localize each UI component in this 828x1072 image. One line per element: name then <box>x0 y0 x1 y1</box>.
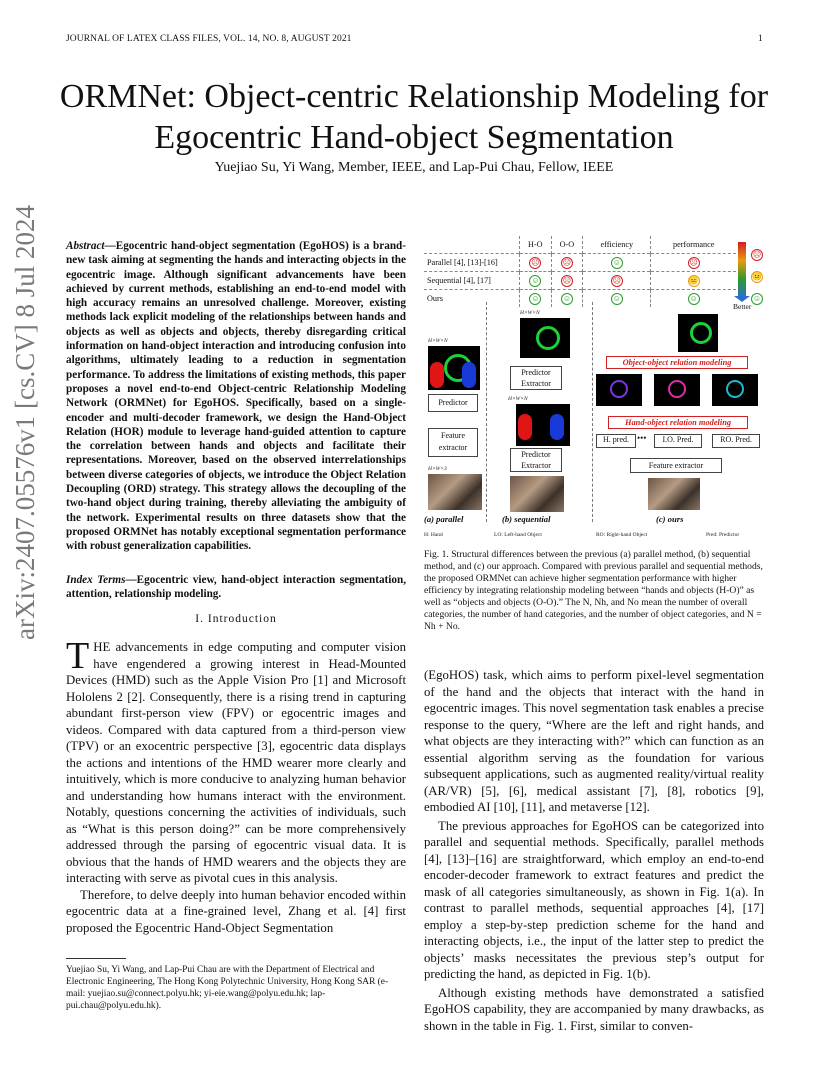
io-pred-box: I.O. Pred. <box>654 434 702 448</box>
running-header: JOURNAL OF LATEX CLASS FILES, VOL. 14, NO. 8, AUGUST 2021 <box>66 34 352 44</box>
dim-label: H×W×N <box>508 396 528 402</box>
ro-pred-box: RO. Pred. <box>712 434 760 448</box>
paper-title: ORMNet: Object-centric Relationship Modeling for Egocentric Hand-object Segmentation <box>59 78 769 156</box>
happy-face-icon: ☺ <box>689 293 698 303</box>
legend-right-object: RO: Right-hand Object <box>596 532 648 538</box>
row-label-parallel: Parallel [4], [13]-[16] <box>424 254 520 272</box>
row-label-sequential: Sequential [4], [17] <box>424 272 520 290</box>
panel-divider <box>592 302 593 522</box>
happy-face-icon: ☺ <box>612 293 621 303</box>
hand-mask-image <box>516 404 570 446</box>
combined-mask-image <box>678 314 718 352</box>
dim-label: H×W×N <box>520 310 540 316</box>
happy-face-icon: ☺ <box>531 275 540 285</box>
figure-1 <box>424 236 764 544</box>
page-number: 1 <box>758 34 763 44</box>
intro-left-column <box>66 635 406 936</box>
figure-caption: Fig. 1. Structural differences between the previous (a) parallel method, (b) sequential method, and (c) our approach. Compared with previous parallel and sequential methods, the proposed ORMNet can achieve higher segmentation performance with higher efficiency by integrating relationship modeling between “hands and objects (H-O)” as well as “objects and objects (O-O).” The N, Nh, and No mean the number of overall categories, the number of hand categories, and the number of object categories, and N = Nh + No. <box>424 549 763 632</box>
abstract-text: —Egocentric hand-object segmentation (EgoHOS) is a brand-new task aiming at segmenting the hands and interacting objects in the egocentric image. Although significant advancements have been achieved by current methods, establishing an end-to-end model with high accuracy remains an unresolved challenge. Moreover, existing methods lack explicit modeling of the relationships between hands and objects as well as objects and objects, thereby disregarding critical information on hand-object interaction and introducing confusion into algorithms, ultimately leading to a reduction in segmentation performance. To address the limitations of existing methods, this paper proposes a novel end-to-end Object-centric Relationship Modeling Network (ORMNet) for EgoHOS. Specifically, based on a single-encoder and multi-decoder framework, we design the Hand-Object Relation (HOR) module to leverage hand-guided attention to capture the correlation between hands and objects and facilitate their representations. Moreover, based on the observed interrelationships between diverse categories of objects, we introduce the Object Relation Decoupling (ORD) strategy. This strategy allows the decoupling of the two-hand object during training, thereby alleviating the ambiguity of the network. Experimental results on three datasets show that the proposed ORMNet has notably exceptional segmentation performance with robust generalization capabilities. <box>66 240 406 553</box>
panel-divider <box>486 302 487 522</box>
intro-right-column <box>424 667 764 1034</box>
better-gradient-arrow-icon <box>738 242 746 298</box>
happy-face-icon: ☺ <box>531 293 540 303</box>
subfig-c-label: (c) ours <box>656 514 684 524</box>
sad-face-icon: ☹ <box>752 250 762 259</box>
input-photo <box>648 478 700 510</box>
sad-face-icon: ☹ <box>531 257 540 267</box>
object-mask-image <box>520 318 570 358</box>
sad-face-icon: ☹ <box>562 275 572 285</box>
predictor-box-a: Predictor <box>428 394 478 412</box>
legend-left-object: LO: Left-hand Object <box>494 532 542 538</box>
arxiv-stamp: arXiv:2407.05576v1 [cs.CV] 8 Jul 2024 <box>10 205 40 640</box>
abstract-label: Abstract <box>66 240 105 252</box>
footnote-rule <box>66 958 126 959</box>
subfig-a-label: (a) parallel <box>424 514 464 524</box>
row-label-ours: Ours <box>424 290 520 308</box>
section-heading: I. Introduction <box>195 613 277 625</box>
drop-cap: T <box>66 635 90 677</box>
footnote: Yuejiao Su, Yi Wang, and Lap-Pui Chau are with the Department of Electrical and Electronic Engineering, The Hong Kong Polytechnic University, Hong Kong SAR (e-mail: yuejiao.su@connect.polyu.hk; yi-eie.wang@polyu.edu.hk; lap-pui.chau@polyu.edu.hk). <box>66 965 389 1011</box>
better-label: Better <box>733 302 752 311</box>
col-header-efficiency: efficiency <box>583 236 651 254</box>
sad-face-icon: ☹ <box>612 275 621 285</box>
intro-paragraph-1 <box>66 635 406 887</box>
neutral-face-icon: 😐 <box>752 272 762 281</box>
sad-face-icon: ☹ <box>562 257 572 267</box>
predictor-extractor-box-1: Predictor Extractor <box>510 366 562 390</box>
hand-pred-box: H. pred. <box>596 434 636 448</box>
abstract <box>66 239 406 554</box>
sad-face-icon: ☹ <box>689 257 698 267</box>
mask-output-image <box>428 346 480 390</box>
ellipsis-dots: ••• <box>637 433 647 443</box>
col-header-oo: O-O <box>551 236 583 254</box>
mask-image <box>654 374 700 406</box>
input-photo <box>428 474 482 510</box>
table-corner <box>424 236 520 254</box>
right-paragraph-2: The previous approaches for EgoHOS can be categorized into parallel and sequential methods. Specifically, parallel methods [4], [13]–[16] are straightforward, which employ an end-to-end encoder-decoder framework to extract features and predict the mask of all categories simultaneously, as shown in Fig. 1(a). In contrast to parallel methods, sequential approaches [4], [17] employ a step-by-step prediction scheme for the hand and interacting objects, i.e., the input of the latter step to predict the objects’ masks necessitates the previous step’s output for predicting the hand, as depicted in Fig. 1(b). <box>424 818 764 981</box>
index-terms-text: —Egocentric view, hand-object interaction segmentation, attention, relationship modeling. <box>66 574 406 601</box>
col-header-performance: performance <box>651 236 736 254</box>
comparison-table <box>424 236 736 307</box>
table-row <box>424 254 736 272</box>
legend-hand: H: Hand <box>424 532 443 538</box>
author-line: Yuejiao Su, Yi Wang, Member, IEEE, and Lap-Pui Chau, Fellow, IEEE <box>214 160 614 175</box>
col-header-ho: H-O <box>520 236 552 254</box>
object-object-relation-label: Object-object relation modeling <box>606 356 748 369</box>
right-paragraph-3: Although existing methods have demonstrated a satisfied EgoHOS capability, they are accompanied by many drawbacks, as shown in the table in Fig. 1. First, similar to conven- <box>424 985 764 1033</box>
right-paragraph-1: (EgoHOS) task, which aims to perform pixel-level segmentation of the hand and the objects that interact with the hand in egocentric images. This novel segmentation task enables a precise response to the query, “Where are the left and right hands, and what objects are they interacting with?” which can function as an essential algorithm serving as the foundation for various subsequent applications, such as augmented reality/virtual reality (AR/VR) [5], [6], medical assistant [7], [8], robotics [9], embodied AI [10], [11], and metaverse [12]. <box>424 668 764 814</box>
mask-image <box>712 374 758 406</box>
intro-paragraph-2: Therefore, to delve deeply into human behavior encoded within egocentric data at a fine-grained level, Zhang et al. [4] first proposed the Egocentric Hand-Object Segmentation <box>66 887 406 935</box>
table-row <box>424 272 736 290</box>
subfig-b-label: (b) sequential <box>502 514 551 524</box>
input-photo <box>510 476 564 512</box>
hand-object-relation-label: Hand-object relation modeling <box>608 416 748 429</box>
neutral-face-icon: 😐 <box>688 275 699 285</box>
dim-label: H×W×N <box>428 338 448 344</box>
mask-image <box>596 374 642 406</box>
feature-extractor-box-a: Feature extractor <box>428 428 478 457</box>
dim-label: H×W×3 <box>428 466 447 472</box>
happy-face-icon: ☺ <box>752 294 762 303</box>
feature-extractor-box-c: Feature extractor <box>630 458 722 473</box>
index-terms-label: Index Terms <box>66 574 126 586</box>
happy-face-icon: ☺ <box>562 293 571 303</box>
intro-p1-text: HE advancements in edge computing and computer vision have engendered a growing interest in Head-Mounted Devices (HMD) such as the Apple Vision Pro [1] and Microsoft Hololens 2 [2]. Consequently, there is a rising trend in capturing abundant first-person view (FPV) or egocentric images and videos. Compared with data captured from a third-person view (TPV) or an exocentric perspective [3], egocentric data displays the actions and intentions of the HMD wearer more clearly and intuitively, which is more conducive to analyzing human behavior and understanding how humans interact with the environment. Notably, questions concerning the activities of individuals, such as “What is this person doing?” can be more comprehensively addressed through the parsing of egocentric visual data. It is obvious that the hands of HMD wearers and the objects they are interacting with serve as pivotal cues in this analysis. <box>66 640 406 885</box>
legend-predictor: Pred: Predictor <box>706 532 740 538</box>
happy-face-icon: ☺ <box>612 257 621 267</box>
index-terms <box>66 573 406 602</box>
predictor-extractor-box-2: Predictor Extractor <box>510 448 562 472</box>
table-row <box>424 290 736 308</box>
